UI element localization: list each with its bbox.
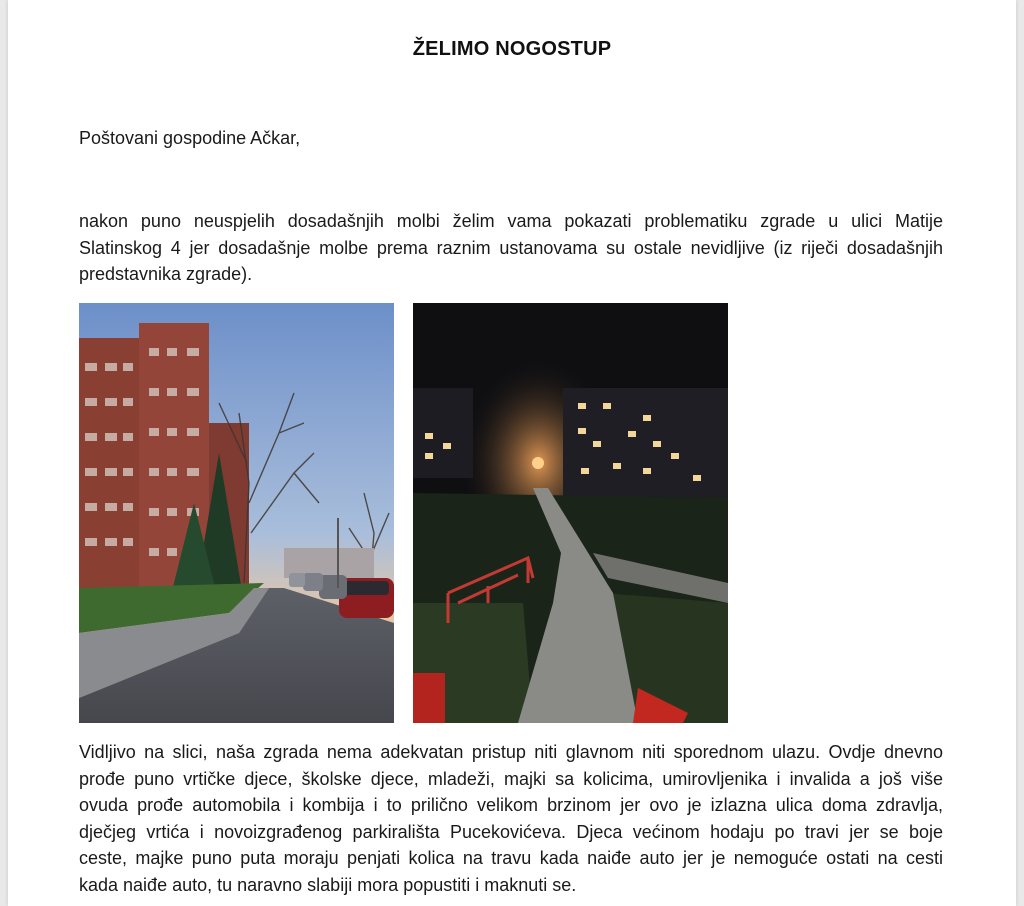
- paragraph-line: Vidljivo na slici, naša zgrada nema adekvatan pristup niti glavnom niti sporednom ulazu. Ovdje dnevno: [79, 742, 943, 762]
- paragraph-line: Slatinskog 4 jer dosadašnje molbe prema raznim ustanovama su ostale nevidljive (iz riječi dosadašnjih: [79, 237, 943, 258]
- paragraph-line: nakon puno neuspjelih dosadašnjih molbi želim vama pokazati problematiku zgrade u ulici Matije: [79, 211, 943, 231]
- paragraph-description: [79, 739, 943, 898]
- paragraph-line: dječjeg vrtića i novoizgrađenog parkirališta Pucekovićeva. Djeca većinom hodaju po travi jer se boje: [79, 821, 943, 842]
- paragraph-line: prođe puno vrtičke djece, školske djece, mladeži, majki sa kolicima, umirovljenika i invalida a još više: [79, 768, 943, 789]
- street-daytime-photo: [79, 303, 394, 723]
- paragraph-intro: [79, 208, 943, 288]
- paragraph-line: ceste, majke puno puta moraju penjati kolica na travu kada naiđe auto jer je nemoguće ostati na cesti: [79, 848, 943, 868]
- salutation: Poštovani gospodine Ačkar,: [79, 128, 301, 148]
- paragraph-line: predstavnika zgrade).: [79, 264, 253, 284]
- path-night-photo: [413, 303, 728, 723]
- paragraph-line: kada naiđe auto, tu naravno slabiji mora popustiti i maknuti se.: [79, 874, 577, 895]
- document-title: ŽELIMO NOGOSTUP: [412, 38, 612, 60]
- paragraph-line: ovuda prođe automobila i kombija i to prilično velikom brzinom jer ovo je izlazna ulica doma zdravlja,: [79, 795, 943, 815]
- document-page: [8, 0, 1016, 906]
